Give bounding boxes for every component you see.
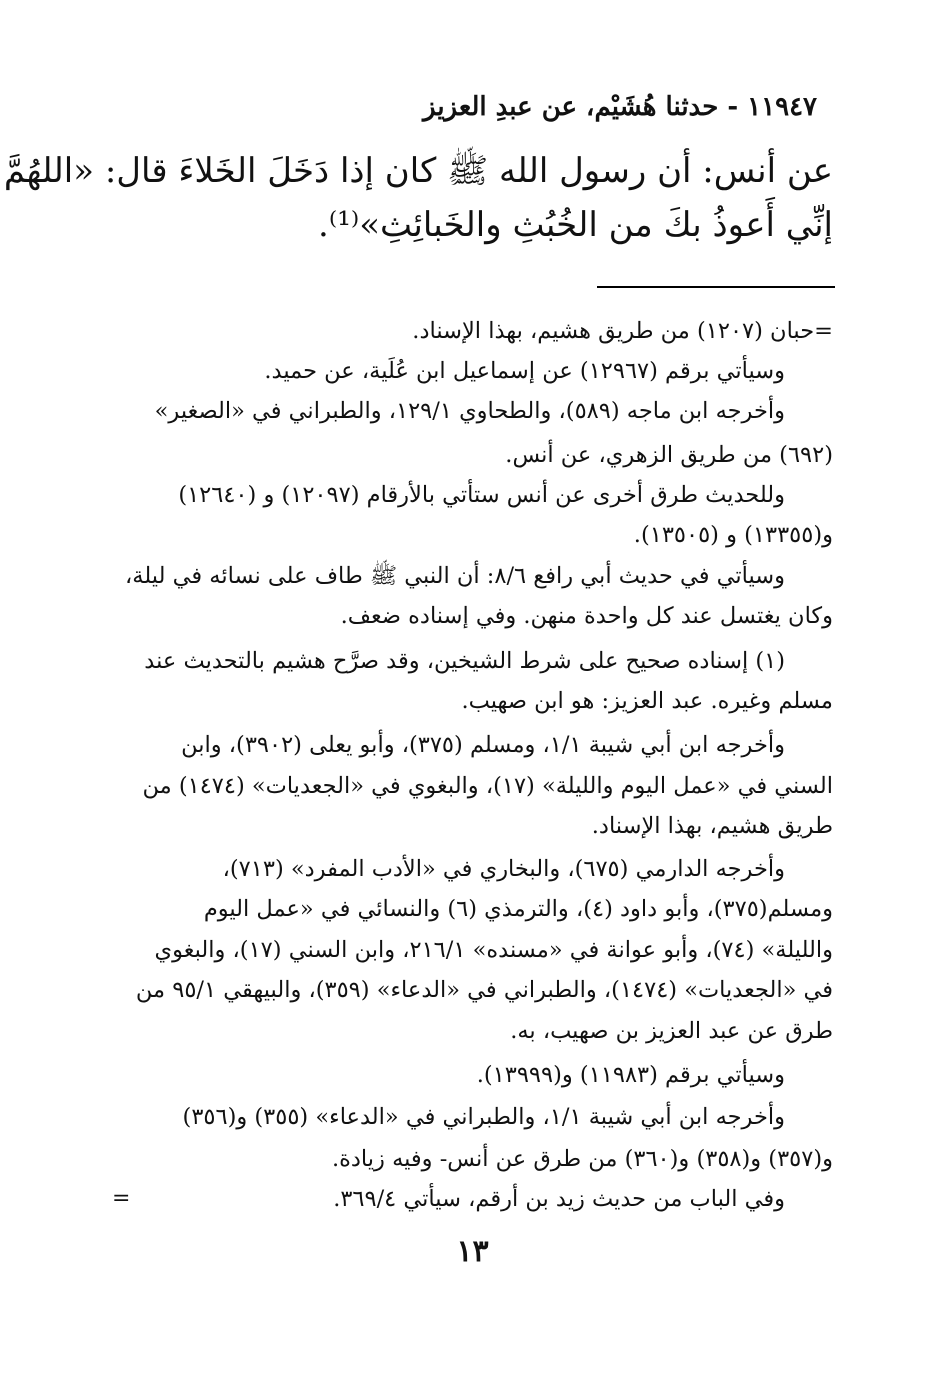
footnote-line: (١) إسناده صحيح على شرط الشيخين، وقد صرَّح هشيم بالتحديث عند	[144, 648, 785, 674]
hadith-text-line-1: عن أنس: أن رسول الله ﷺ كان إذا دَخَلَ الخَلاءَ قال: «اللهُمَّ	[3, 151, 833, 191]
footnote-line: وأخرجه ابن أبي شيبة ١/١، والطبراني في «الدعاء» (٣٥٥) و(٣٥٦)	[182, 1104, 785, 1130]
footnote-line: طريق هشيم، بهذا الإسناد.	[591, 813, 833, 839]
footnote-line: و(٣٥٧) و(٣٥٨) و(٣٦٠) من طرق عن أنس- وفيه زيادة.	[331, 1146, 833, 1172]
footnote-line: وسيأتي برقم (١١٩٨٣) و(١٣٩٩٩).	[476, 1062, 785, 1088]
hadith-text-line-2: إنِّي أَعوذُ بكَ من الخُبُثِ والخَبائِثِ»⁽¹⁾.	[318, 205, 833, 245]
footnote-line: وسيأتي برقم (١٢٩٦٧) عن إسماعيل ابن عُلَية، عن حميد.	[264, 358, 785, 384]
page-number: ١٣	[456, 1234, 489, 1269]
footnote-line: وأخرجه الدارمي (٦٧٥)، والبخاري في «الأدب المفرد» (٧١٣)،	[222, 856, 785, 882]
footnote-line: (٦٩٢) من طريق الزهري، عن أنس.	[505, 442, 833, 468]
footnote-line: وأخرجه ابن أبي شيبة ١/١، ومسلم (٣٧٥)، وأبو يعلى (٣٩٠٢)، وابن	[181, 732, 785, 758]
footnote-line: وللحديث طرق أخرى عن أنس ستأتي بالأرقام (١٢٠٩٧) و (١٢٦٤٠)	[178, 482, 785, 508]
footnote-line: السني في «عمل اليوم والليلة» (١٧)، والبغوي في «الجعديات» (١٤٧٤) من	[142, 773, 833, 799]
footnote-line: ومسلم(٣٧٥)، وأبو داود (٤)، والترمذي (٦) والنسائي في «عمل اليوم	[203, 896, 833, 922]
footnote-line: و(١٣٣٥٥) و (١٣٥٠٥).	[633, 522, 833, 548]
footnote-line: وكان يغتسل عند كل واحدة منهن. وفي إسناده ضعف.	[340, 603, 833, 629]
footnote-separator	[597, 286, 835, 288]
footnote-line: طرق عن عبد العزيز بن صهيب، به.	[510, 1018, 833, 1044]
footnote-line: مسلم وغيره. عبد العزيز: هو ابن صهيب.	[461, 688, 833, 714]
footnote-line: =حبان (١٢٠٧) من طريق هشيم، بهذا الإسناد.	[412, 318, 833, 344]
continuation-mark: =	[112, 1186, 131, 1211]
footnote-line: وأخرجه ابن ماجه (٥٨٩)، والطحاوي ١٢٩/١، والطبراني في «الصغير»	[154, 398, 785, 424]
hadith-number-header: ١١٩٤٧ - حدثنا هُشَيْم، عن عبدِ العزيز	[422, 92, 817, 122]
footnote-line: وسيأتي في حديث أبي رافع ٨/٦: أن النبي ﷺ طاف على نسائه في ليلة،	[125, 563, 785, 589]
footnote-line: في «الجعديات» (١٤٧٤)، والطبراني في «الدعاء» (٣٥٩)، والبيهقي ٩٥/١ من	[135, 977, 833, 1003]
footnote-line: والليلة» (٧٤)، وأبو عوانة في «مسنده» ٢١٦/١، وابن السني (١٧)، والبغوي	[154, 937, 833, 963]
footnote-line: وفي الباب من حديث زيد بن أرقم، سيأتي ٣٦٩/٤.	[333, 1186, 785, 1212]
